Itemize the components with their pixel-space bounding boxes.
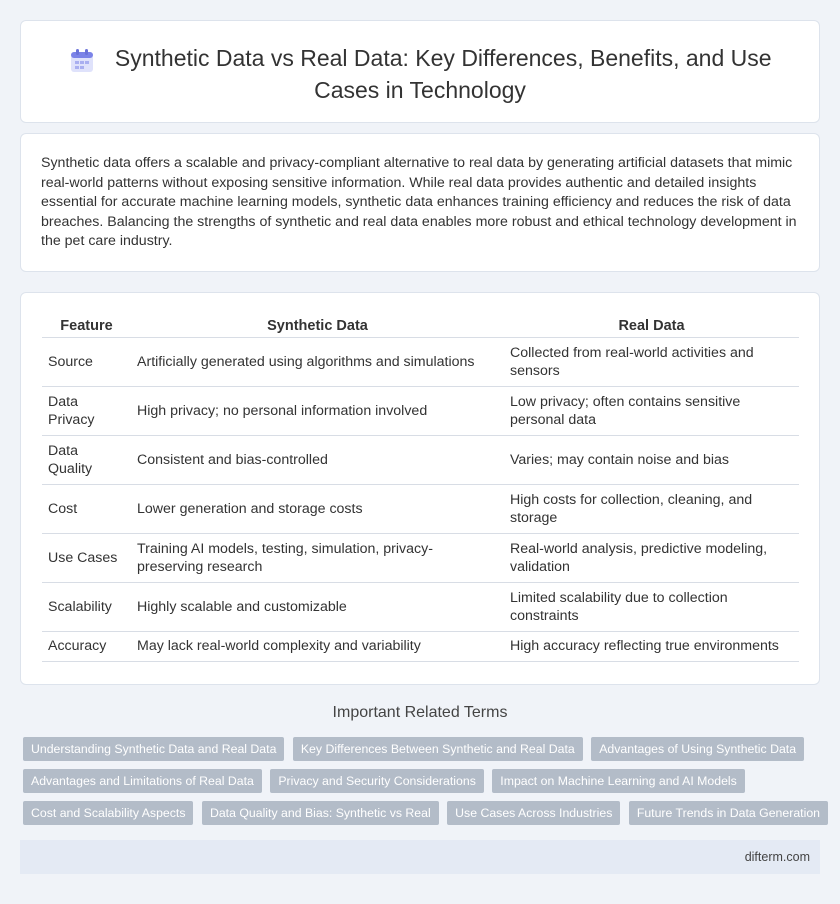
real-cell: High costs for collection, cleaning, and storage (504, 484, 799, 533)
feature-cell: Cost (42, 484, 131, 533)
table-row (42, 386, 799, 435)
feature-cell: Use Cases (42, 533, 131, 582)
related-term-tag[interactable]: Advantages of Using Synthetic Data (591, 737, 804, 761)
related-term-tag[interactable]: Impact on Machine Learning and AI Models (492, 769, 745, 793)
real-cell: Varies; may contain noise and bias (504, 435, 799, 484)
feature-cell: Source (42, 337, 131, 386)
synthetic-cell: High privacy; no personal information involved (131, 386, 504, 435)
calendar-icon (68, 47, 96, 75)
synthetic-cell: Consistent and bias-controlled (131, 435, 504, 484)
synthetic-cell: Highly scalable and customizable (131, 582, 504, 631)
intro-paragraph: Synthetic data offers a scalable and privacy-compliant alternative to real data by generating artificial datasets that mimic real-world patterns without exposing sensitive information. While real data provides authentic and detailed insights essential for accurate machine learning models, synthetic data enhances training efficiency and reduces the risk of data breaches. Balancing the strengths of synthetic and real data enables more robust and ethical technology development in the pet care industry. (41, 155, 797, 250)
header-synthetic: Synthetic Data (131, 315, 504, 337)
synthetic-cell: Artificially generated using algorithms and simulations (131, 337, 504, 386)
feature-cell: Scalability (42, 582, 131, 631)
table-row (42, 435, 799, 484)
related-term-tag[interactable]: Future Trends in Data Generation (629, 801, 828, 825)
title-card (20, 20, 820, 123)
real-cell: Limited scalability due to collection constraints (504, 582, 799, 631)
related-term-tag[interactable]: Cost and Scalability Aspects (23, 801, 193, 825)
table-row (42, 337, 799, 386)
related-terms-list (23, 737, 823, 833)
real-cell: Low privacy; often contains sensitive personal data (504, 386, 799, 435)
synthetic-cell: May lack real-world complexity and variability (131, 631, 504, 661)
comparison-card (20, 292, 820, 685)
page-title: Synthetic Data vs Real Data: Key Differences, Benefits, and Use Cases in Technology (114, 45, 772, 103)
related-term-tag[interactable]: Privacy and Security Considerations (270, 769, 484, 793)
tag-row (23, 737, 823, 769)
footer-site-link[interactable]: difterm.com (744, 850, 810, 864)
related-terms-heading: Important Related Terms (332, 704, 508, 721)
header-real: Real Data (504, 315, 799, 337)
tag-row (23, 769, 823, 801)
related-term-tag[interactable]: Use Cases Across Industries (447, 801, 620, 825)
feature-cell: Accuracy (42, 631, 131, 661)
intro-card (20, 133, 820, 272)
synthetic-cell: Lower generation and storage costs (131, 484, 504, 533)
table-row (42, 533, 799, 582)
table-row (42, 631, 799, 661)
real-cell: Real-world analysis, predictive modeling, validation (504, 533, 799, 582)
title-wrap (61, 43, 779, 105)
table-row (42, 484, 799, 533)
tag-row (23, 801, 823, 833)
table-header-row (42, 315, 799, 337)
related-term-tag[interactable]: Advantages and Limitations of Real Data (23, 769, 262, 793)
footer (20, 840, 820, 874)
feature-cell: Data Privacy (42, 386, 131, 435)
feature-cell: Data Quality (42, 435, 131, 484)
synthetic-cell: Training AI models, testing, simulation, privacy-preserving research (131, 533, 504, 582)
related-term-tag[interactable]: Data Quality and Bias: Synthetic vs Real (202, 801, 439, 825)
comparison-table (42, 315, 799, 662)
real-cell: High accuracy reflecting true environments (504, 631, 799, 661)
real-cell: Collected from real-world activities and sensors (504, 337, 799, 386)
related-term-tag[interactable]: Key Differences Between Synthetic and Real Data (293, 737, 583, 761)
related-term-tag[interactable]: Understanding Synthetic Data and Real Data (23, 737, 284, 761)
header-feature: Feature (42, 315, 131, 337)
table-row (42, 582, 799, 631)
